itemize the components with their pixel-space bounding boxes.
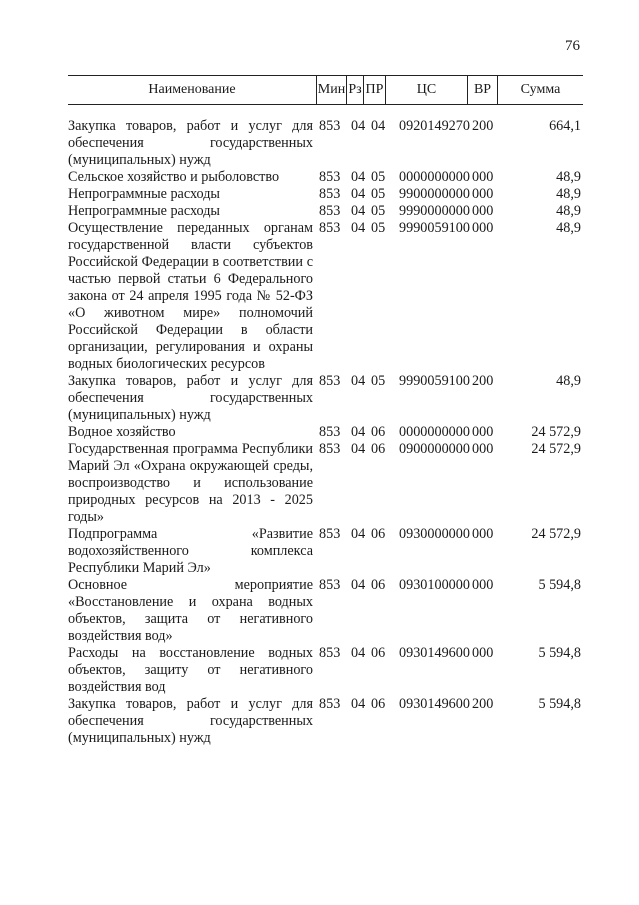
table-row [68, 441, 583, 526]
row-min: 853 [319, 696, 341, 712]
row-rz: 04 [351, 169, 366, 185]
row-cs: 0000000000 [399, 424, 470, 440]
table-row [68, 169, 583, 186]
table-row [68, 220, 583, 373]
row-pr: 06 [371, 696, 386, 712]
row-pr: 04 [371, 118, 386, 134]
row-pr: 06 [371, 526, 386, 542]
header-min: Мин [316, 76, 346, 104]
row-name: Расходы на восстановление водных объектов, защиту от негативного воздействия вод [68, 645, 313, 695]
row-cs: 0900000000 [399, 441, 470, 457]
row-sum: 48,9 [556, 373, 581, 389]
row-pr: 05 [371, 169, 386, 185]
row-vr: 000 [472, 186, 494, 202]
row-sum: 5 594,8 [538, 696, 581, 712]
row-rz: 04 [351, 577, 366, 593]
row-sum: 48,9 [556, 169, 581, 185]
row-pr: 06 [371, 441, 386, 457]
row-pr: 05 [371, 220, 386, 236]
row-rz: 04 [351, 118, 366, 134]
row-vr: 000 [472, 526, 494, 542]
row-name: Закупка товаров, работ и услуг для обеспечения государственных (муниципальных) нужд [68, 118, 313, 168]
row-min: 853 [319, 220, 341, 236]
header-cs: ЦС [385, 76, 467, 104]
table-row [68, 424, 583, 441]
row-vr: 200 [472, 696, 494, 712]
row-name: Закупка товаров, работ и услуг для обеспечения государственных (муниципальных) нужд [68, 373, 313, 423]
header-pr: ПР [363, 76, 385, 104]
header-name: Наименование [148, 82, 236, 97]
table-row [68, 696, 583, 747]
row-sum: 48,9 [556, 186, 581, 202]
row-cs: 0930149600 [399, 696, 470, 712]
row-vr: 000 [472, 169, 494, 185]
row-min: 853 [319, 577, 341, 593]
row-name: Государственная программа Республики Марий Эл «Охрана окружающей среды, воспроизводство и использование природных ресурсов на 2013 - 2025 годы» [68, 441, 313, 525]
table-row [68, 186, 583, 203]
row-name: Сельское хозяйство и рыболовство [68, 169, 280, 185]
row-sum: 5 594,8 [538, 645, 581, 661]
row-vr: 000 [472, 645, 494, 661]
row-vr: 000 [472, 220, 494, 236]
row-rz: 04 [351, 526, 366, 542]
row-name: Непрограммные расходы [68, 203, 220, 219]
table-row [68, 645, 583, 696]
table-row [68, 577, 583, 645]
row-sum: 24 572,9 [531, 424, 581, 440]
row-cs: 0930000000 [399, 526, 470, 542]
page-number: 76 [565, 38, 580, 54]
row-cs: 9990000000 [399, 203, 470, 219]
row-cs: 9990059100 [399, 220, 470, 236]
row-min: 853 [319, 373, 341, 389]
row-sum: 664,1 [549, 118, 581, 134]
table-row [68, 203, 583, 220]
row-min: 853 [319, 169, 341, 185]
header-vr: ВР [467, 76, 497, 104]
row-min: 853 [319, 424, 341, 440]
table-row [68, 373, 583, 424]
row-pr: 06 [371, 424, 386, 440]
row-cs: 0930100000 [399, 577, 470, 593]
row-min: 853 [319, 186, 341, 202]
row-name: Основное мероприятие «Восстановление и охрана водных объектов, защита от негативного воздействия вод» [68, 577, 313, 644]
row-rz: 04 [351, 203, 366, 219]
row-name: Водное хозяйство [68, 424, 176, 440]
row-cs: 0930149600 [399, 645, 470, 661]
row-pr: 06 [371, 577, 386, 593]
row-pr: 05 [371, 373, 386, 389]
row-vr: 000 [472, 424, 494, 440]
row-name: Непрограммные расходы [68, 186, 220, 202]
row-name: Подпрограмма «Развитие водохозяйственного комплекса Республики Марий Эл» [68, 526, 313, 576]
row-cs: 9990059100 [399, 373, 470, 389]
row-rz: 04 [351, 220, 366, 236]
row-rz: 04 [351, 186, 366, 202]
row-name: Осуществление переданных органам государственной власти субъектов Российской Федерации в соответствии с частью первой статьи 6 Федерального закона от 24 апреля 1995 года № 52-ФЗ «О животном мире» полномочий Российской Федерации в области организации, регулирования и охраны водных биологических ресурсов [68, 220, 313, 372]
row-cs: 0920149270 [399, 118, 470, 134]
row-min: 853 [319, 118, 341, 134]
row-rz: 04 [351, 373, 366, 389]
row-name: Закупка товаров, работ и услуг для обеспечения государственных (муниципальных) нужд [68, 696, 313, 746]
row-vr: 000 [472, 203, 494, 219]
row-sum: 24 572,9 [531, 526, 581, 542]
row-pr: 05 [371, 186, 386, 202]
table-row [68, 526, 583, 577]
row-vr: 000 [472, 577, 494, 593]
row-sum: 24 572,9 [531, 441, 581, 457]
row-vr: 200 [472, 118, 494, 134]
row-sum: 5 594,8 [538, 577, 581, 593]
row-cs: 0000000000 [399, 169, 470, 185]
row-pr: 05 [371, 203, 386, 219]
row-min: 853 [319, 645, 341, 661]
header-sum: Сумма [497, 76, 583, 104]
row-pr: 06 [371, 645, 386, 661]
row-sum: 48,9 [556, 220, 581, 236]
row-sum: 48,9 [556, 203, 581, 219]
row-rz: 04 [351, 645, 366, 661]
table-header [68, 75, 583, 105]
row-vr: 000 [472, 441, 494, 457]
row-min: 853 [319, 203, 341, 219]
table-body [68, 118, 583, 747]
row-vr: 200 [472, 373, 494, 389]
header-rz: Рз [346, 76, 363, 104]
row-rz: 04 [351, 424, 366, 440]
row-min: 853 [319, 441, 341, 457]
table-row [68, 118, 583, 169]
row-rz: 04 [351, 696, 366, 712]
row-rz: 04 [351, 441, 366, 457]
row-cs: 9900000000 [399, 186, 470, 202]
row-min: 853 [319, 526, 341, 542]
